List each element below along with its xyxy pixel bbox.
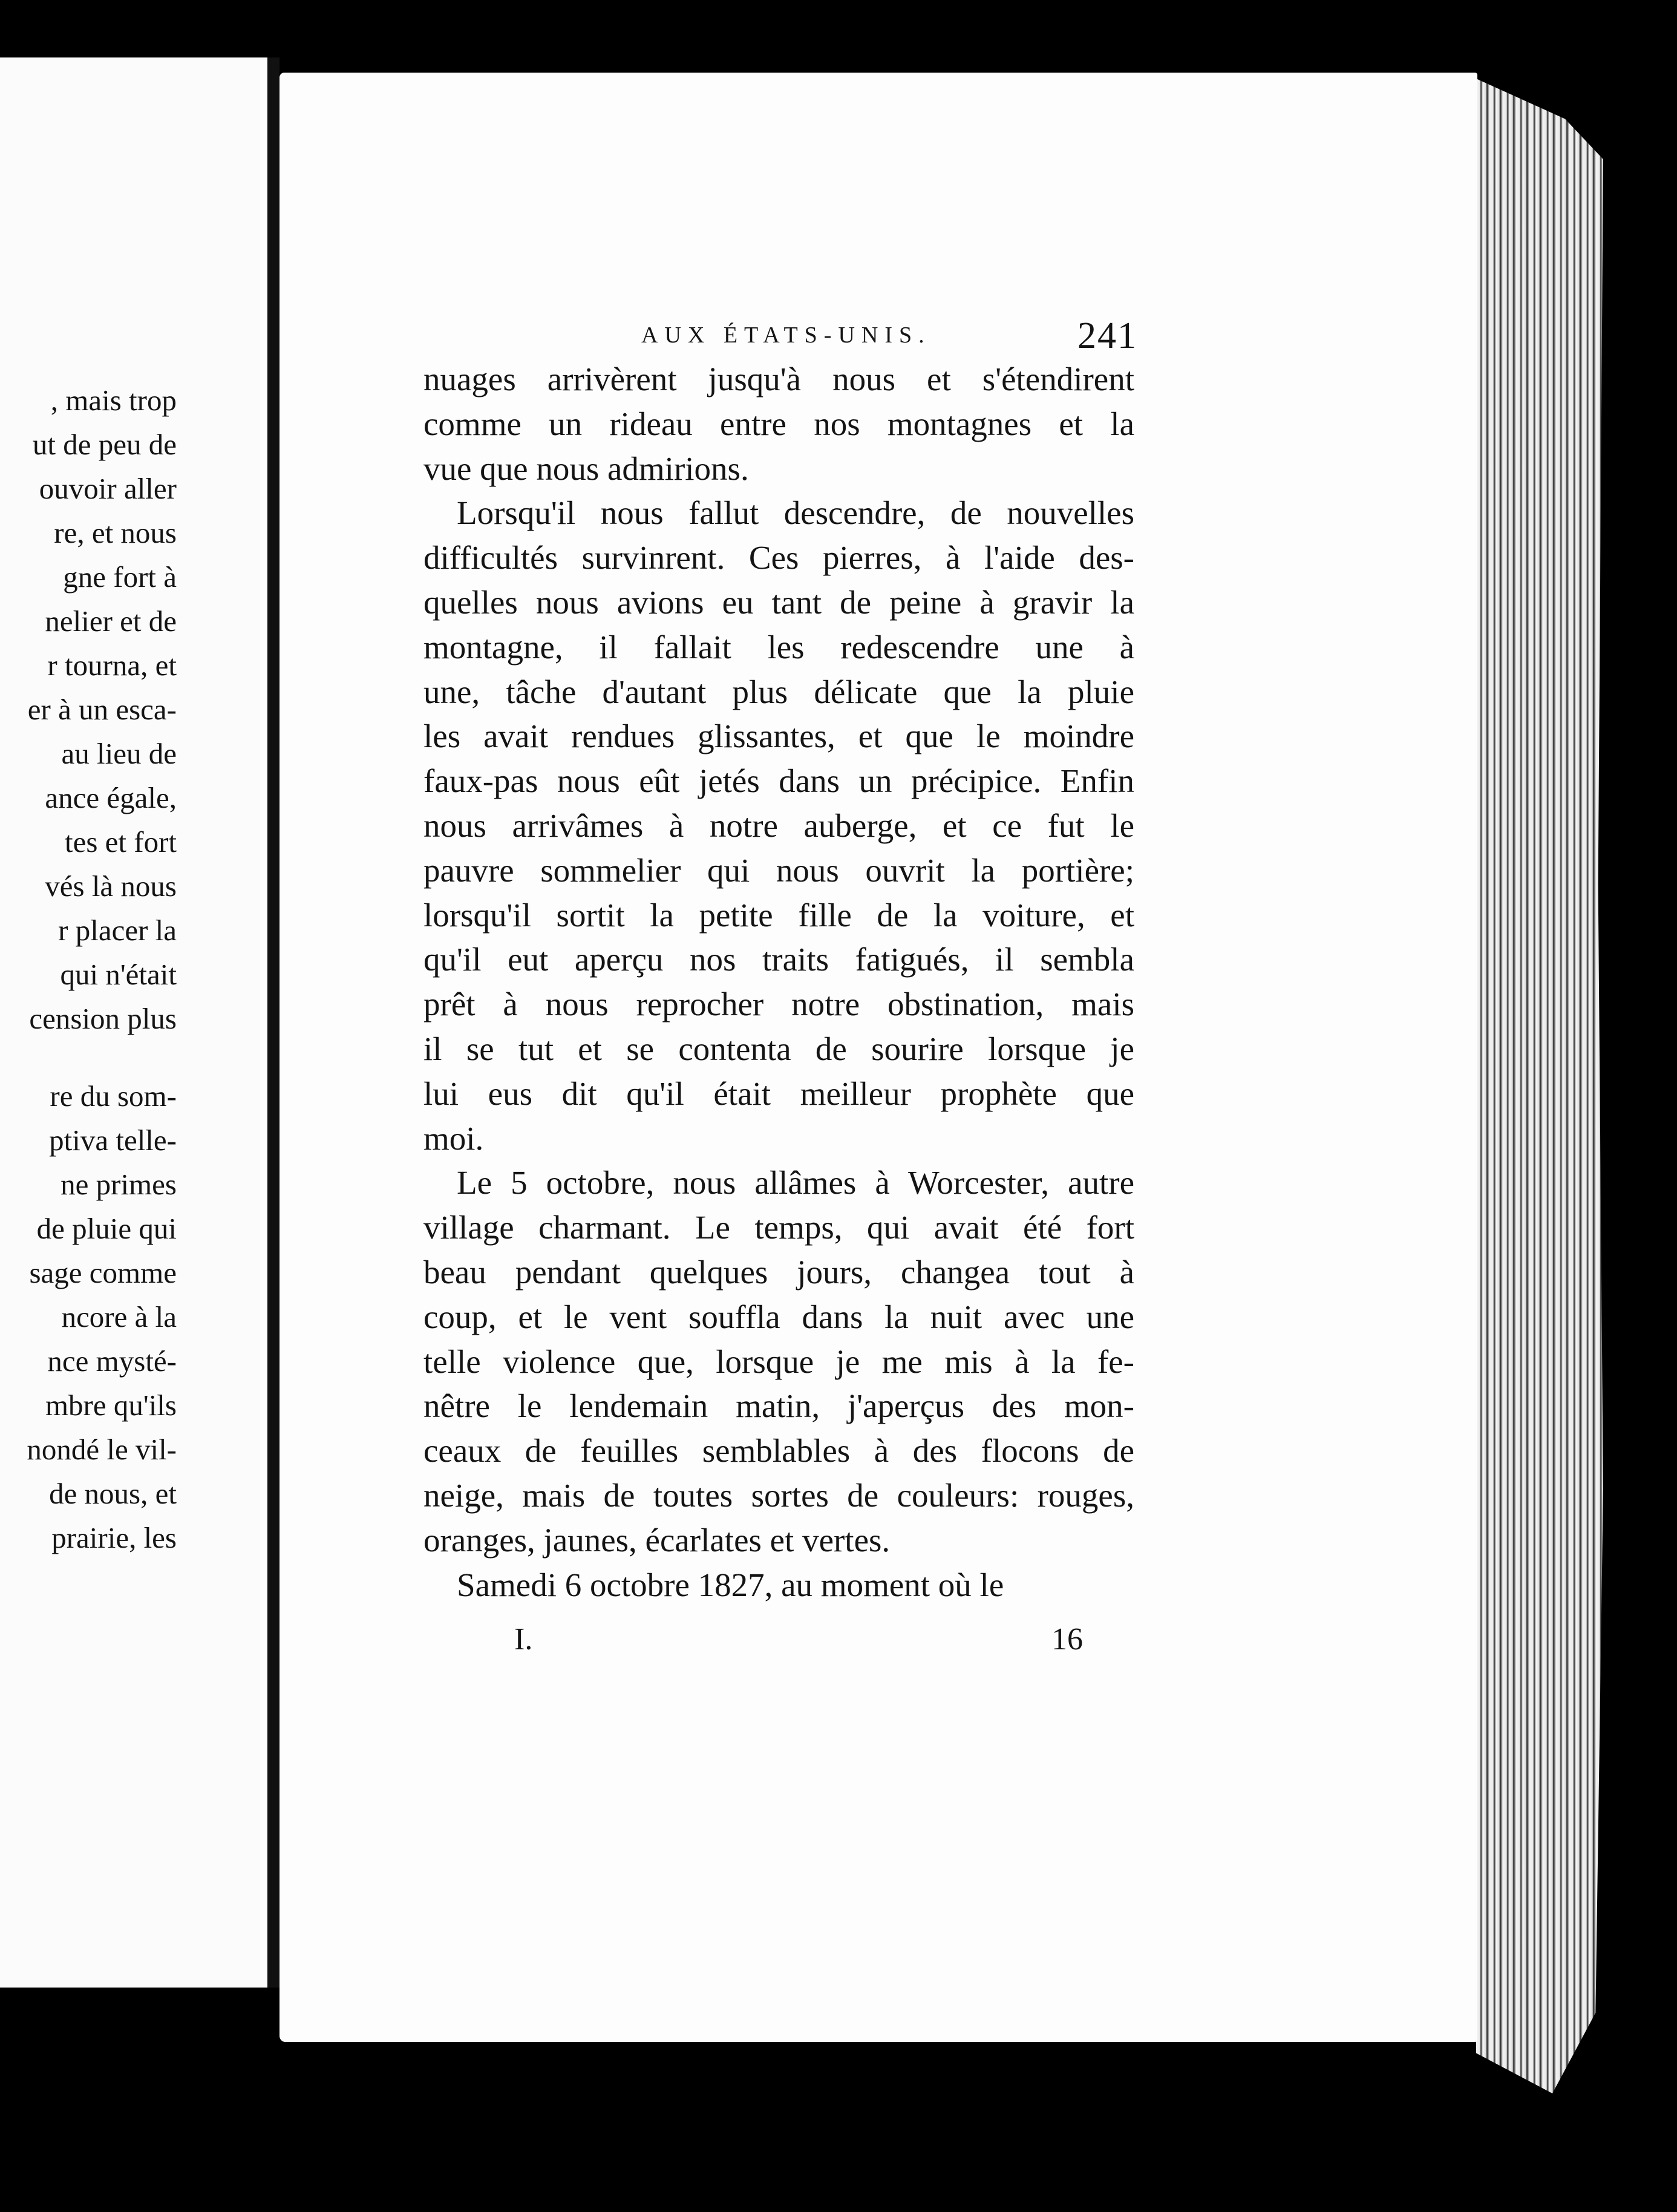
left-page-line: , mais trop [50,384,177,417]
left-facing-page [0,57,267,1988]
text-line: vue que nous admirions. [423,450,749,487]
text-line: les avait rendues glissantes, et que le moindre [423,718,1134,755]
text-line: nuages arrivèrent jusqu'à nous et s'étendirent [423,361,1134,398]
left-page-line: de pluie qui [36,1212,177,1245]
signature-mark: I. [514,1622,533,1657]
text-line: telle violence que, lorsque je me mis à la fe- [423,1343,1134,1380]
left-page-line: sage comme [29,1256,177,1289]
text-line: une, tâche d'autant plus délicate que la pluie [423,673,1134,710]
left-page-line: de nous, et [49,1477,177,1510]
left-page-line: re, et nous [54,516,177,549]
left-page-line: r placer la [58,914,177,947]
text-line: beau pendant quelques jours, changea tout à [423,1253,1134,1291]
left-page-line: ut de peu de [32,428,177,461]
left-page-line [0,1041,177,1074]
text-line: lui eus dit qu'il était meilleur prophète que [423,1075,1134,1112]
text-line: quelles nous avions eu tant de peine à gravir la [423,583,1134,621]
text-line: lorsqu'il sortit la petite fille de la voiture, et [423,896,1134,934]
folio-number: 16 [1051,1622,1083,1657]
left-page-line: vés là nous [45,869,177,903]
left-page-line: tes et fort [64,825,177,859]
left-page-line: ncore à la [61,1300,177,1333]
book-gutter [267,57,280,1988]
text-line: neige, mais de toutes sortes de couleurs: rouges, [423,1476,1134,1514]
text-line: Lorsqu'il nous fallut descendre, de nouvelles [457,494,1134,532]
left-page-line: nelier et de [45,604,177,638]
text-line: nêtre le lendemain matin, j'aperçus des mon- [423,1387,1134,1425]
left-page-line: ne primes [60,1168,177,1201]
text-line: village charmant. Le temps, qui avait été fort [423,1209,1134,1246]
text-line: pauvre sommelier qui nous ouvrit la portière; [423,851,1134,889]
page-fore-edge [1476,79,1603,2093]
left-page-line: ptiva telle- [49,1124,177,1157]
page-number: 241 [1077,315,1137,356]
text-line: prêt à nous reprocher notre obstination, mais [423,986,1134,1023]
left-page-text [0,378,177,1560]
page-header [641,315,1156,357]
body-text [423,357,1134,1607]
text-line: difficultés survinrent. Ces pierres, à l'aide des- [423,539,1134,577]
left-page-line: nondé le vil- [27,1433,177,1466]
text-line: qu'il eut aperçu nos traits fatigués, il sembla [423,941,1134,978]
text-line: Le 5 octobre, nous allâmes à Worcester, autre [457,1164,1134,1202]
page-footer [514,1621,1083,1670]
left-page-line: mbre qu'ils [45,1389,177,1422]
text-line: ceaux de feuilles semblables à des flocons de [423,1432,1134,1470]
text-line: nous arrivâmes à notre auberge, et ce fut le [423,807,1134,844]
text-line: il se tut et se contenta de sourire lorsque je [423,1030,1134,1067]
left-page-line: re du som- [50,1079,177,1113]
left-page-line: nce mysté- [47,1344,177,1378]
left-page-line: er à un esca- [27,693,177,726]
left-page-line: r tourna, et [47,649,177,682]
text-line: Samedi 6 octobre 1827, au moment où le [457,1566,1004,1603]
left-page-line: cension plus [29,1002,177,1035]
text-line: moi. [423,1119,484,1157]
text-line: oranges, jaunes, écarlates et vertes. [423,1521,891,1559]
left-page-line: au lieu de [61,737,177,770]
left-page-line: prairie, les [51,1521,177,1554]
left-page-line: qui n'était [60,958,177,991]
text-line: coup, et le vent souffla dans la nuit avec une [423,1298,1134,1335]
running-head: AUX ÉTATS-UNIS. [641,322,931,348]
text-line: comme un rideau entre nos montagnes et la [423,405,1134,442]
left-page-line: ouvoir aller [39,472,177,505]
left-page-line: ance égale, [45,781,177,814]
left-page-line: gne fort à [63,560,177,594]
text-line: montagne, il fallait les redescendre une à [423,628,1134,666]
text-line: faux-pas nous eût jetés dans un précipice. Enfin [423,762,1134,800]
